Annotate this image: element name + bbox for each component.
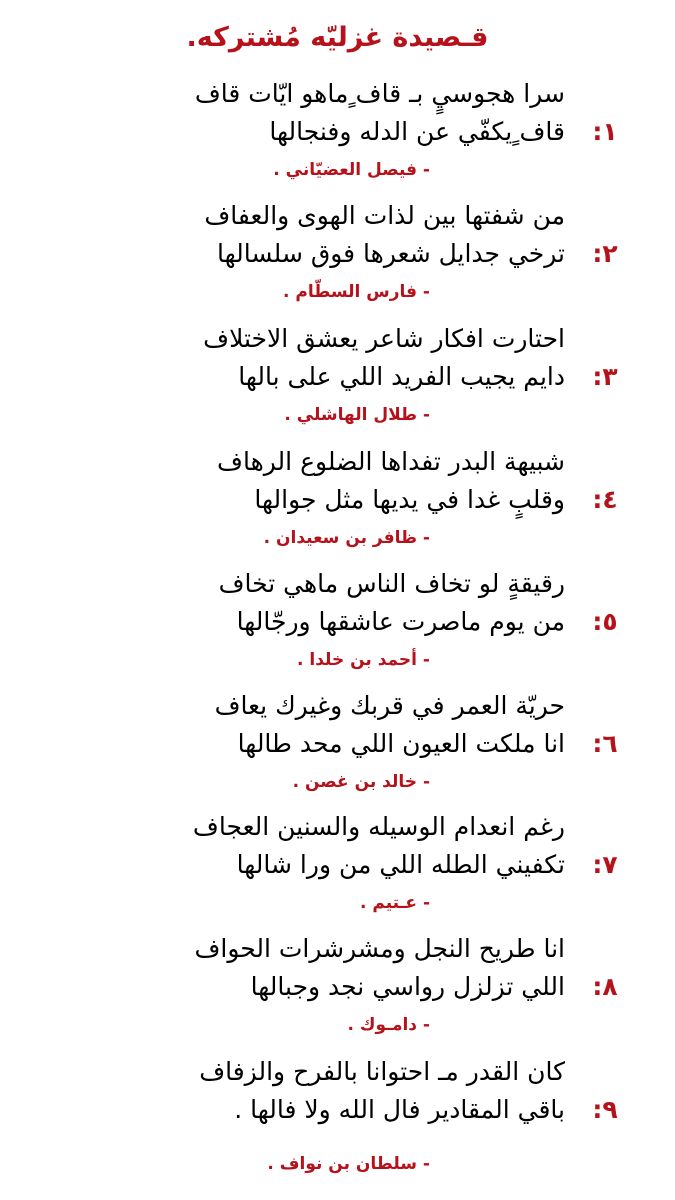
stanza-number: ١: (592, 117, 618, 146)
verse-line-1: شبيهة البدر تفداها الضلوع الرهاف (217, 447, 565, 476)
verse-line-1: احتارت افكار شاعر يعشق الاختلاف (203, 324, 565, 353)
stanza-4 (0, 443, 675, 563)
stanza-number: ٨: (592, 972, 618, 1001)
stanza-number: ٣: (592, 362, 618, 391)
verse-line-2: انا ملكت العيون اللي محد طالها (237, 729, 565, 758)
stanza-verses (105, 320, 565, 396)
stanza-verses (105, 75, 565, 151)
verse-line-1: سرا هجوسيٍ بـ قاف ٍماهو ايّات قاف (194, 79, 565, 108)
poet-name: - طلال الهاشلي . (284, 405, 430, 425)
verse-line-2: وقلبٍ غدا في يديها مثل جوالها (254, 485, 565, 514)
stanza-verses (105, 1053, 565, 1129)
stanza-2 (0, 197, 675, 317)
stanza-number: ٧: (592, 850, 618, 879)
stanza-number: ٩: (592, 1095, 618, 1124)
poet-name: - أحمد بن خلدا . (296, 650, 430, 670)
stanza-verses (105, 930, 565, 1006)
verse-line-2: اللي تزلزل رواسي نجد وجبالها (250, 972, 565, 1001)
verse-line-1: من شفتها بين لذات الهوى والعفاف (204, 201, 565, 230)
stanza-number: ٤: (592, 485, 618, 514)
stanza-number: ٦: (592, 729, 618, 758)
poet-name: - فيصل العضيّاني . (273, 160, 430, 180)
verse-line-2: من يوم ماصرت عاشقها ورجّالها (236, 607, 565, 636)
verse-line-1: رقيقةٍ لو تخاف الناس ماهي تخاف (218, 569, 565, 598)
verse-line-2: قاف ٍيكفّي عن الدله وفنجالها (269, 117, 565, 146)
verse-line-2: تكفيني الطله اللي من ورا شالها (236, 850, 565, 879)
verse-line-2: باقي المقادير فال الله ولا فالها . (234, 1095, 565, 1124)
stanza-3 (0, 320, 675, 440)
stanza-8 (0, 930, 675, 1050)
verse-line-2: دايم يجيب الفريد اللي على بالها (238, 362, 565, 391)
poet-name: - سلطان بن نواف . (267, 1154, 430, 1174)
verse-line-1: كان القدر مـ احتوانا بالفرح والزفاف (199, 1057, 565, 1086)
poet-name: - عـتيم . (360, 893, 430, 913)
poet-name: - فارس السطّام . (283, 282, 430, 302)
stanza-number: ٢: (592, 239, 618, 268)
stanza-verses (105, 443, 565, 519)
verse-line-1: حريّة العمر في قربك وغيرك يعاف (214, 691, 565, 720)
poet-name: - خالد بن غصن . (292, 772, 430, 792)
stanza-verses (105, 687, 565, 763)
stanza-verses (105, 808, 565, 884)
stanza-6 (0, 687, 675, 807)
verse-line-1: انا طريح النجل ومشرشرات الحواف (194, 934, 565, 963)
poet-name: - ظافر بن سعيدان . (263, 528, 430, 548)
stanza-7 (0, 808, 675, 928)
stanza-number: ٥: (592, 607, 618, 636)
poem-title: قـصيدة غزليّه مُشتركه. (186, 22, 489, 53)
stanza-verses (105, 197, 565, 273)
verse-line-2: ترخي جدايل شعرها فوق سلسالها (216, 239, 565, 268)
stanza-9 (0, 1053, 675, 1193)
stanza-5 (0, 565, 675, 685)
poet-name: - دامـوك . (347, 1015, 430, 1035)
stanza-verses (105, 565, 565, 641)
stanza-1 (0, 75, 675, 195)
verse-line-1: رغم انعدام الوسيله والسنين العجاف (192, 812, 565, 841)
